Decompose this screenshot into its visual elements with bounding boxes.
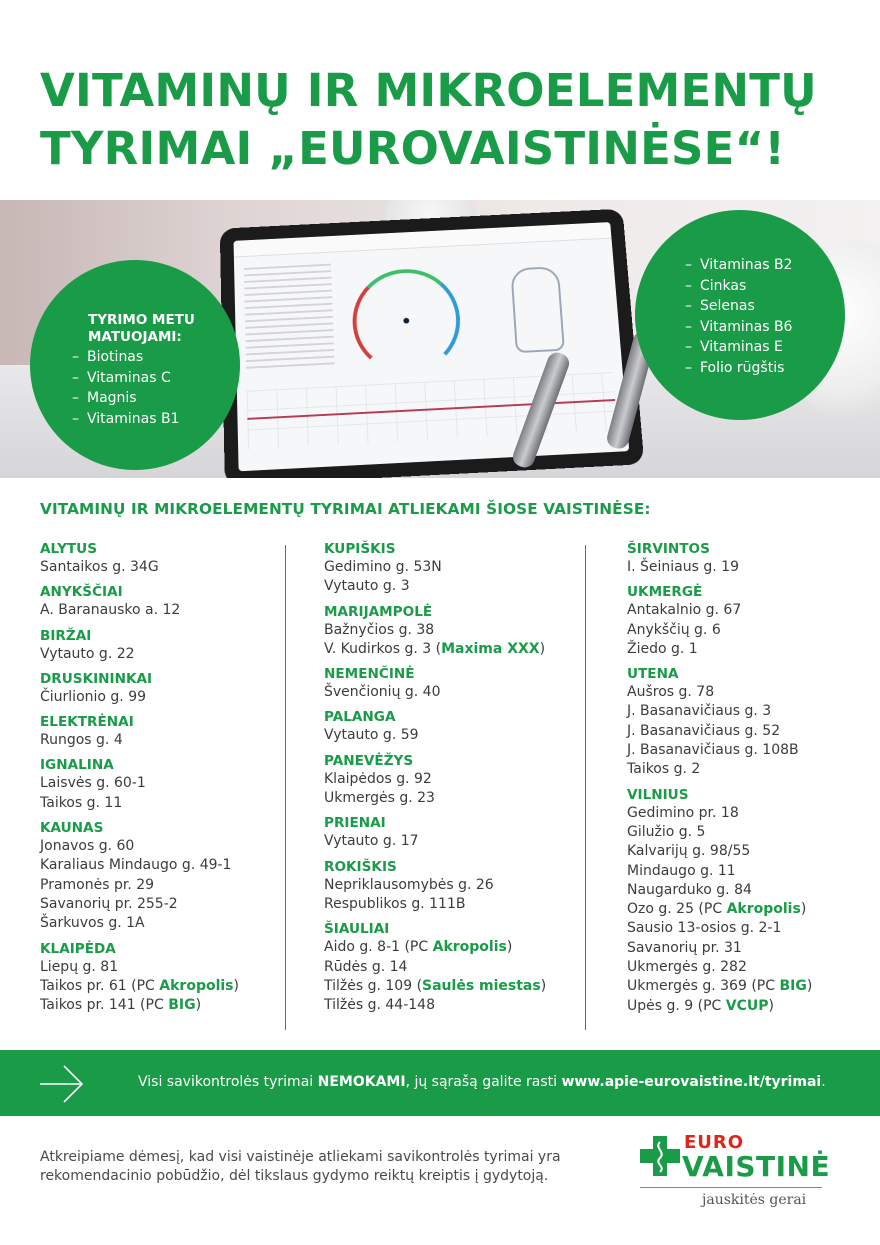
city-name: ELEKTRĖNAI [40,714,134,731]
city-name: ŠIRVINTOS [627,541,710,557]
info-band [0,1050,880,1116]
measured-item: – Selenas [685,296,792,317]
measured-list-right [685,255,792,378]
mall-name: Akropolis [432,939,507,956]
city-name: KUPIŠKIS [324,541,396,557]
pharmacy-address: Taikos pr. 61 (PC Akropolis) [40,977,239,994]
measured-list-left [72,347,179,429]
pharmacy-address: Ukmergės g. 23 [324,790,435,807]
pharmacy-address: Santaikos g. 34G [40,559,159,575]
logo-euro: EURO [684,1132,745,1153]
pharmacy-address: Tilžės g. 109 (Saulės miestas) [324,977,547,994]
mall-name: Saulės miestas [422,977,541,994]
pharmacy-address: Nepriklausomybės g. 26 [324,876,494,893]
city-name: DRUSKININKAI [40,670,153,687]
pharmacy-address: Vytauto g. 22 [40,645,135,662]
pharmacy-address: Gedimino g. 53N [324,559,442,575]
pharmacy-cross-icon [640,1136,680,1176]
pharmacy-column-3 [627,540,812,1016]
pharmacy-address: Sausio 13-osios g. 2-1 [627,920,782,937]
pharmacy-address: Šarkuvos g. 1A [40,915,145,932]
pharmacy-address: Taikos g. 2 [627,761,701,778]
city-name: KLAIPĖDA [40,940,116,957]
city-name: ROKIŠKIS [324,858,397,875]
pharmacy-address: Mindaugo g. 11 [627,862,736,879]
pharmacy-address: J. Basanavičiaus g. 108B [627,742,799,759]
info-text: Visi savikontrolės tyrimai NEMOKAMI, jų sąrašą galite rasti www.apie-eurovaistine.lt/tyrimai. [138,1074,826,1090]
title-line-2: TYRIMAI „EUROVAISTINĖSE“! [40,122,786,175]
pharmacy-address: Klaipėdos g. 92 [324,770,432,787]
tablet-screen [234,222,630,471]
pharmacy-address: I. Šeiniaus g. 19 [627,559,739,575]
pharmacy-address: Savanorių pr. 255-2 [40,895,178,912]
pharmacy-address: Rungos g. 4 [40,732,123,749]
city-name: NEMENČINĖ [324,666,415,683]
measured-item: – Cinkas [685,276,792,297]
measured-item: – Vitaminas B6 [685,317,792,338]
pharmacy-address: Aido g. 8-1 (PC Akropolis) [324,939,513,956]
pharmacy-address: Ozo g. 25 (PC Akropolis) [627,901,807,918]
city-name: BIRŽAI [40,627,92,644]
city-name: ALYTUS [40,541,98,557]
pharmacy-address: Anykščių g. 6 [627,621,721,638]
tests-link[interactable]: www.apie-eurovaistine.lt/tyrimai [561,1074,822,1090]
pharmacy-address: Čiurlionio g. 99 [40,688,147,705]
measured-item: – Vitaminas E [685,337,792,358]
pharmacy-address: J. Basanavičiaus g. 3 [627,703,772,720]
mall-name: Maxima XXX [441,640,540,657]
pharmacy-address: Upės g. 9 (PC VCUP) [627,997,774,1014]
pharmacy-address: Antakalnio g. 67 [627,602,742,619]
mall-name: VCUP [725,997,769,1014]
city-name: UTENA [627,666,679,683]
city-name: KAUNAS [40,820,104,837]
pharmacy-address: Ukmergės g. 369 (PC BIG) [627,978,813,995]
pharmacy-column-1 [40,540,239,1015]
measured-item: – Biotinas [72,347,179,368]
pharmacy-address: Žiedo g. 1 [627,640,698,657]
pharmacy-address: Vytauto g. 17 [324,833,419,850]
pharmacy-address: Jonavos g. 60 [40,838,135,855]
pharmacies-heading: VITAMINŲ IR MIKROELEMENTŲ TYRIMAI ATLIEKAMI ŠIOSE VAISTINĖSE: [40,500,651,518]
city-name: IGNALINA [40,757,114,774]
measured-circle-left [30,260,240,470]
page-title [40,62,860,178]
hand-icon [510,266,565,353]
city-name: PANEVĖŽYS [324,752,414,769]
pharmacy-address: Liepų g. 81 [40,958,119,975]
measured-item: – Magnis [72,388,179,409]
city-name: PRIENAI [324,815,386,832]
pharmacy-address: Karaliaus Mindaugo g. 49-1 [40,857,232,874]
city-name: VILNIUS [627,786,689,803]
arrow-right-icon [38,1064,86,1104]
pharmacy-address: Švenčionių g. 40 [324,684,441,701]
pharmacy-address: Ukmergės g. 282 [627,959,747,976]
measured-title: TYRIMO METU MATUOJAMI: [88,312,195,345]
city-name: PALANGA [324,709,396,726]
pharmacy-address: Kalvarijų g. 98/55 [627,843,751,860]
pharmacy-address: Naugarduko g. 84 [627,881,752,898]
pharmacy-address: Gilužio g. 5 [627,823,706,840]
measured-circle-right [635,210,845,420]
pharmacy-address: Vytauto g. 3 [324,578,410,595]
measured-item: – Folio rūgštis [685,358,792,379]
pharmacy-address: Bažnyčios g. 38 [324,621,435,638]
pharmacy-address: Savanorių pr. 31 [627,939,742,956]
pharmacy-address: Rūdės g. 14 [324,958,408,975]
mall-name: BIG [779,978,807,995]
city-name: MARIJAMPOLĖ [324,603,433,620]
measured-item: – Vitaminas B2 [685,255,792,276]
pharmacy-address: Taikos pr. 141 (PC BIG) [40,997,202,1014]
measured-item: – Vitaminas C [72,368,179,389]
mall-name: BIG [168,997,196,1014]
pharmacy-address: Gedimino pr. 18 [627,804,739,821]
logo-vaistine: VAISTINĖ [682,1150,831,1183]
mall-name: Akropolis [726,901,801,918]
eurovaistine-logo [640,1130,831,1220]
city-name: UKMERGĖ [627,584,703,601]
logo-slogan: jauskitės gerai [702,1192,807,1208]
pharmacy-address: V. Kudirkos g. 3 (Maxima XXX) [324,640,546,657]
pharmacy-column-2 [324,540,546,1015]
pharmacy-address: Vytauto g. 59 [324,727,419,744]
pharmacy-address: Tilžės g. 44-148 [324,997,435,1014]
pharmacy-address: Laisvės g. 60-1 [40,775,146,792]
pharmacy-address: Respublikos g. 111B [324,895,466,912]
column-divider [585,545,586,1030]
city-name: ŠIAULIAI [324,921,390,938]
pharmacy-address: J. Basanavičiaus g. 52 [627,722,781,739]
pharmacy-address: A. Baranausko a. 12 [40,602,181,619]
title-line-1: VITAMINŲ IR MIKROELEMENTŲ [40,64,817,117]
measured-item: – Vitaminas B1 [72,409,179,430]
tablet-device [220,209,645,478]
pharmacy-address: Taikos g. 11 [40,794,123,811]
mall-name: Akropolis [159,977,234,994]
pharmacy-address: Aušros g. 78 [627,684,715,701]
city-name: ANYKŠČIAI [40,584,123,601]
column-divider [285,545,286,1030]
disclaimer-note: Atkreipiame dėmesį, kad visi vaistinėje atliekami savikontrolės tyrimai yra rekomendacinio pobūdžio, dėl tikslaus gydymo reiktų kreiptis į gydytoją. [40,1149,561,1184]
pharmacy-address: Pramonės pr. 29 [40,876,155,893]
